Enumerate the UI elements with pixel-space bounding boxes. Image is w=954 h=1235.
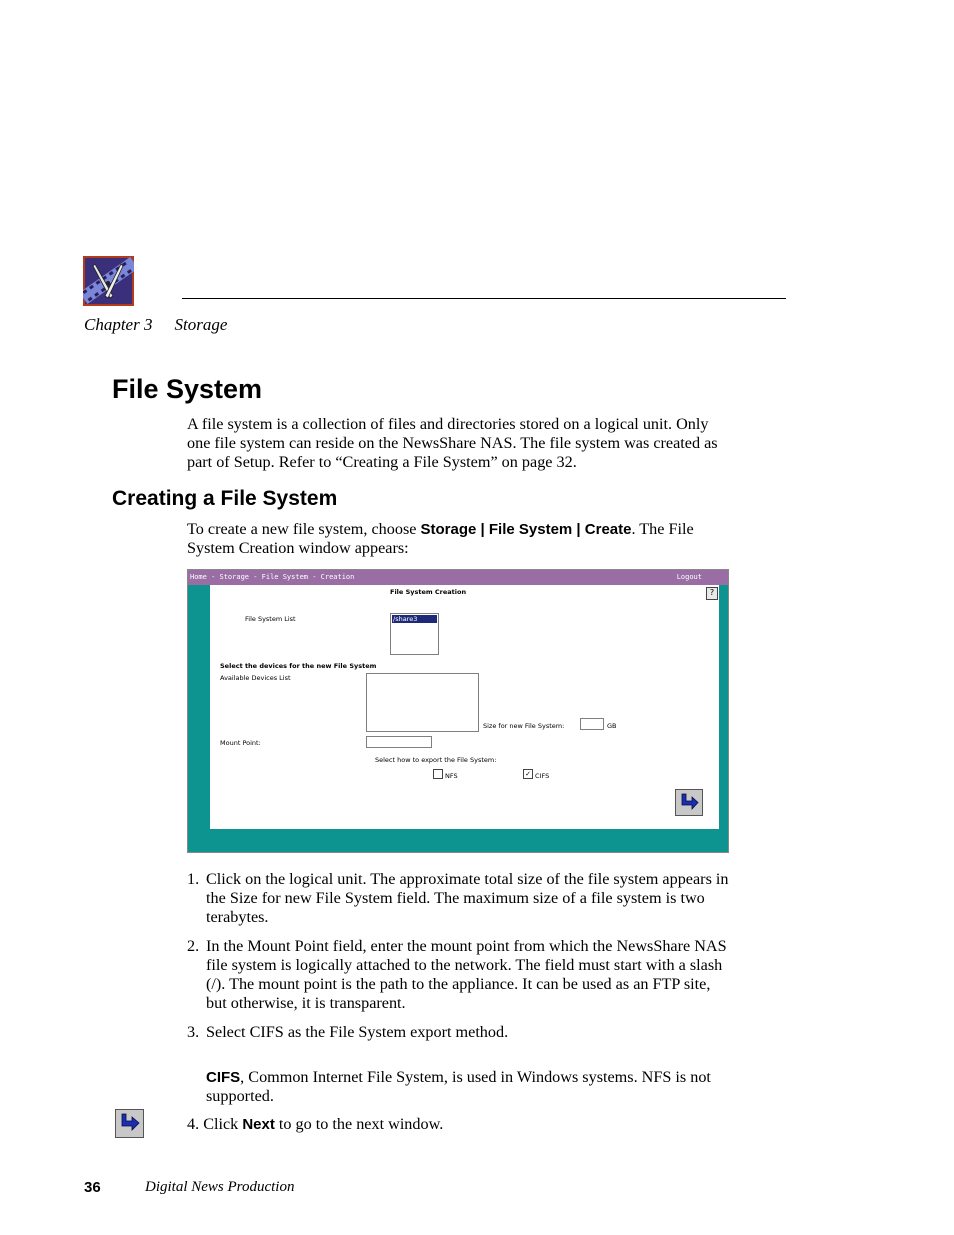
chapter-label: Chapter 3 <box>84 315 153 334</box>
list-item <box>187 1023 732 1042</box>
step-text: Click on the logical unit. The approximate total size of the file system appears in the Size for new File System field. The maximum size of a file system is two terabytes. <box>206 870 729 926</box>
breadcrumb[interactable]: Home - Storage - File System - Creation <box>190 573 355 581</box>
file-system-list[interactable] <box>390 613 439 655</box>
logout-link[interactable]: Logout <box>676 573 702 581</box>
mount-point-field[interactable] <box>366 736 432 748</box>
step-text: Select CIFS as the File System export method. <box>206 1023 509 1041</box>
help-button[interactable]: ? <box>706 587 718 600</box>
available-devices-list[interactable] <box>366 673 479 732</box>
book-title: Digital News Production <box>145 1179 295 1195</box>
cifs-note-text: , Common Internet File System, is used in Windows systems. NFS is not supported. <box>206 1068 711 1105</box>
next-arrow-icon <box>116 1110 143 1137</box>
intro-paragraph: A file system is a collection of files and directories stored on a logical unit. Only one file system can reside on the NewsShare NAS. The file system was created as part of Setup. Refer to “Creating a File System” on page 32. <box>187 415 718 471</box>
page-number: 36 <box>84 1179 101 1196</box>
checkmark-icon: ✓ <box>525 770 531 778</box>
next-term: Next <box>242 1116 275 1133</box>
cifs-label: CIFS <box>535 772 550 780</box>
step-number: 1. <box>187 870 200 888</box>
step-number: 3. <box>187 1023 200 1041</box>
file-system-list-item[interactable]: /share3 <box>392 615 437 623</box>
size-field[interactable] <box>580 718 604 730</box>
export-label: Select how to export the File System: <box>375 756 497 764</box>
screenshot-title-bar <box>188 570 728 585</box>
nfs-checkbox[interactable] <box>433 769 443 779</box>
instruction-paragraph <box>187 520 732 558</box>
step-text-continued: (/). The mount point is the path to the appliance. It can be used as an FTP site, but otherwise, it is transparent. <box>206 975 711 1012</box>
instruction-after: . The File System Creation window appears: <box>187 520 694 557</box>
step4-before: Click <box>203 1115 243 1133</box>
step-4 <box>187 1115 732 1134</box>
screenshot-content-panel <box>210 585 719 829</box>
section-label: Storage <box>174 315 228 334</box>
film-scissors-logo-icon <box>83 256 134 306</box>
step-number: 4. <box>187 1115 200 1133</box>
mount-point-label: Mount Point: <box>220 739 261 747</box>
header-rule <box>182 298 786 299</box>
size-unit: GB <box>607 722 617 730</box>
next-arrow-icon <box>676 790 702 815</box>
cifs-note <box>206 1068 726 1106</box>
select-devices-heading: Select the devices for the new File System <box>220 662 377 670</box>
steps-list <box>187 870 732 1042</box>
list-item <box>187 937 732 1013</box>
list-item <box>187 870 732 927</box>
nfs-label: NFS <box>445 772 458 780</box>
page-title: File System <box>112 374 263 404</box>
available-devices-label: Available Devices List <box>220 674 291 682</box>
next-button-margin-icon <box>115 1109 144 1138</box>
section-heading: Creating a File System <box>112 487 338 510</box>
running-header <box>84 315 227 335</box>
window-title: File System Creation <box>390 588 467 596</box>
cifs-term: CIFS <box>206 1069 241 1086</box>
instruction-before: To create a new file system, choose <box>187 520 421 538</box>
menu-path: Storage | File System | Create <box>420 521 632 538</box>
step4-after: to go to the next window. <box>274 1115 444 1133</box>
file-system-creation-screenshot <box>187 569 729 853</box>
step-number: 2. <box>187 937 200 955</box>
size-label: Size for new File System: <box>483 722 565 730</box>
step-text: In the Mount Point field, enter the mount point from which the NewsShare NAS file system is logically attached to the network. The field must start with a slash <box>206 937 727 974</box>
cifs-checkbox[interactable] <box>523 769 533 779</box>
file-system-list-label: File System List <box>245 615 296 623</box>
next-button[interactable] <box>675 789 703 816</box>
